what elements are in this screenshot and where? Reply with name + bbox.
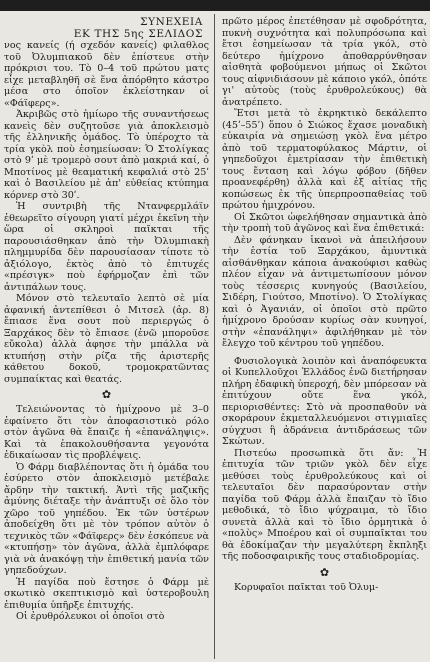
paragraph: Ἀκριβῶς στὸ ἡμίωρο τῆς συναντήσεως κανεὶς δὲν συζητοῦσε γιὰ ἀποκλεισμὸ τῆς ἑλληνικῆς ὁμάδος. Τὸ ὑπέροχτο τὰ τρία γκὸλ ποὺ ἐσημείωσαν: Ὁ Στολίγκας στὸ 9ʹ μὲ τρομερὸ σουτ ἀπὸ μακριά καί, ὁ Μποτίνος μὲ θεαματική κεφαλιά στὸ 25ʹ καὶ ὁ Βασιλείου μὲ ἀπ' εὐθείας κτύπημα κόρνερ στὸ 30ʹ. — [4, 109, 209, 201]
paragraph: Οἱ Σκῶτοι ὠφελήθησαν σημαντικὰ ἀπὸ τὴν τροπὴ τοῦ ἀγῶνος καὶ ἕνα ἐπιθετικά: — [222, 211, 427, 234]
paragraph: πρῶτο μέρος ἐπετέθησαν μὲ σφοδρότητα, πυκνὴ συχνότητα καὶ πολυπρόσωπα καὶ ἔτσι ἐσημείωσαν τὰ τρία γκόλ, στὸ δεύτερο ἡμίχρονο ἀποθαρρύνθησαν αἰσθητὰ φοβούμενοι μήπως οἱ Σκῶτοι τους αἰφνιδιάσουν μὲ κάποιο γκόλ, ὁπότε γι' αὐτοὺς (τοὺς ἐρυθρολεύκους) θὰ ἀνατρέπετο. — [222, 16, 427, 108]
paragraph: Ὁ Φάρμ διαβλέποντας ὅτι ἡ ὁμάδα του ἐσύρετο στὸν ἀποκλεισμὸ μετέβαλε ἄρδην τὴν τακτική. Ἀντὶ τῆς μαζικῆς ἀμύνης διέταξε τὴν ἀνάπτυξι σὲ ὅλο τὸν χῶρο τοῦ γηπέδου. Ἐκ τῶν ὑστέρων ἀποδείχθη ὅτι μὲ τὸν τρόπον αὐτὸν ὁ τεχνικὸς τῶν «Φάϊφερς» δὲν ἐσκόπευε νὰ «κτυπήσῃ» τὸν ἀγῶνα, ἀλλὰ ἐμπλόφαρε γιὰ νὰ ἀνακόψῃ τὴν ἐπιθετική μανία τῶν γηπεδούχων. — [4, 461, 209, 576]
right-column — [222, 16, 427, 593]
section-separator-icon: ✿ — [101, 388, 112, 401]
left-column — [4, 16, 209, 623]
continuation-header — [4, 16, 209, 40]
paragraph: Ἡ συντριβὴ τῆς Ντανφερμλάϊν ἐθεωρεῖτο σίγουρη γιατί μέχρι ἐκεῖνη τὴν ὥρα οἱ σκληροὶ παῖκται τῆς παρουσιάσθηκαν ἀπὸ τὴν Ὀλυμπιακὴ πλημμυρίδα δὲν παρουσίασαν τίποτε τὸ ἀξιόλογο, ἐκτὸς ἀπὸ τὸ ἐπιτυχές «πρέσιγκ» ποὺ ἐφήρμοζαν ἐπὶ τῶν ἀντιπάλων τους. — [4, 201, 209, 293]
continuation-source: ΕΚ ΤΗΣ 5ης ΣΕΛΙΔΟΣ — [73, 28, 203, 40]
paragraph: Φυσιολογικὰ λοιπὸν καὶ ἀναπόφευκτα οἱ Κυπελλοῦχοι Ἑλλάδος ἐνῶ διετήρησαν πλήρη ἐδαφικὴ ὑπεροχή, δὲν μπόρεσαν νὰ ἐπιτύχουν οὔτε ἕνα γκόλ, περιορισθέντες: Στὸ νὰ προσπαθοῦν νὰ σκοράρουν ἐκμεταλλευόμενοι στιγμιαῖες σύγχυσι ἢ ἀδράνεια ἀντιδράσεως τῶν Σκώτων. — [222, 355, 427, 447]
paragraph: Δὲν φάνηκαν ἱκανοὶ νὰ ἀπειλήσουν τὴν ἑστία τοῦ Ξαρχάκου, ἀμυντικὰ αἰσθάνθηκαν κάποια ἀνακούφισι καθὼς πλέον εἶχαν νὰ ἀντιμετωπίσουν μόνον τοὺς τέσσερις κυνηγούς (Βασιλείου, Σιδέρη, Γιούτσο, Μποτίνο). Ὁ Στολίγκας καὶ ὁ Ἀγανιάν, οἱ ὁποῖοι στὸ πρῶτο ἡμίχρονο δρούσαν κυρίως σὰν κυνηγοί, στὴν «ἐπανάληψι» ἀφιλήθηκαν μὲ τὸν ἔλεγχο τοῦ κέντρου τοῦ γηπέδου. — [222, 234, 427, 349]
paragraph: νος κανείς (ή σχεδόν κανείς) φιλαθλος τοῦ Ὀλυμπιακοῦ δὲν ἐπίστευε στὴν πρόκρισι του. Τὸ 0–4 τοῦ πρώτου ματς εἶχε μεταβληθῆ σὲ ἕνα ἀπόρθητο κάστρο μέσα στο ὁποῖον ἐκλείστηκαν οἱ «Φάϊφερς». — [4, 40, 209, 109]
paragraph: Ἡ παγίδα ποὺ ἔστησε ὁ Φάρμ μὲ σκωτικὸ σκεπτικισμὸ καὶ ὑστεροβουλη ἐπιθυμία ὑπῆρξε ἐπιτυχής. — [4, 576, 209, 611]
top-dark-strip — [0, 0, 430, 11]
paragraph: Τελειώνοντας τὸ ἡμίχρονο μὲ 3–0 ἐφαίνετο ὅτι τὸν ἀποφασιστικὸ ρόλο στὸν ἀγῶνα θὰ ἔπαιζε ἡ «ἐπανάληψις». Καὶ τὰ ἐπακολουθήσαντα γεγονότα ἐδικαίωσαν τὶς προβλέψεις. — [4, 404, 209, 461]
section-separator-icon: ✿ — [319, 565, 330, 579]
paragraph: Μόνον στὸ τελευταῖο λεπτὸ σὲ μία ἀφανική ἀντεπίθεσι ὁ Μιτσελ (ἀρ. 8) ἔπιασε ἕνα σουτ ποὺ περιεργώς ὁ Ξαρχάκος δὲν τὸ ἔπιασε (ἐνῶ μποροῦσε εὔκολα) ἀλλὰ ἀφησε τὴν μπάλλα νὰ κτυπήσῃ στὴν ρίζα τῆς ἀριστερῆς κάθετου δοκοῦ, τρομοκρατῶντας συμπαίκτας καὶ θεατάς. — [4, 293, 209, 385]
column-divider — [214, 14, 215, 659]
paragraph: Οἱ ἐρυθρόλευκοι οἱ ὁποῖοι στὸ — [16, 611, 165, 622]
continuation-label: ΣΥΝΕΧΕΙΑ — [140, 16, 203, 28]
paragraph: Πιστεύω προσωπικὰ ὅτι ἄν: Ἡ ἐπιτυχία τῶν τριῶν γκὸλ δὲν εἶχε μεθύσει τοὺς ἐρυθρολεύκους καὶ οἱ τελευταῖοι δὲν παρασύρονταν στὴν παγίδα τοῦ Φάρμ ἀλλὰ ἔπαιζαν τὸ ἴδιο μεθοδικά, τὸ ἴδιο ψύχραιμα, τὸ ἴδιο συνετὰ ἀλλὰ καὶ τὸ ἴδιο ὁρμητικὰ ὁ «πολὺς» Μποέρου καὶ οἱ συμπαῖκται του θὰ ἐδοκίμαζαν τὴν μεγαλύτερη ἔκπληξι τῆς ποδοσφαιρικῆς τους σταδιοδρομίας. — [222, 447, 427, 562]
paragraph: Ἔτσι μετὰ τὸ ἐκρηκτικὸ δεκάλεπτο (45ʹ–55ʹ) ὅπου ὁ Σιώκος ἔχασε μοναδικὴ εὐκαιρία νὰ σημειώσῃ γκὸλ ἕνα μέτρο ἀπὸ τοῦ τερματοφύλακος Μάρτιν, οἱ γηπεδοῦχοι ἐμετρίασαν τὴν ἐπιθετικὴ τους ἔνταση καὶ λόγω φόβου (δῆθεν προανεφέρθη) ἀλλὰ καὶ ἐξ αἰτίας τῆς κοπώσεως ἐκ τῆς ὑπερπροσπαθείας τοῦ πρώτου ἡμιχρόνου. — [222, 108, 427, 211]
paragraph: Κορυφαῖοι παῖκται τοῦ Ὀλυμ- — [234, 581, 379, 593]
